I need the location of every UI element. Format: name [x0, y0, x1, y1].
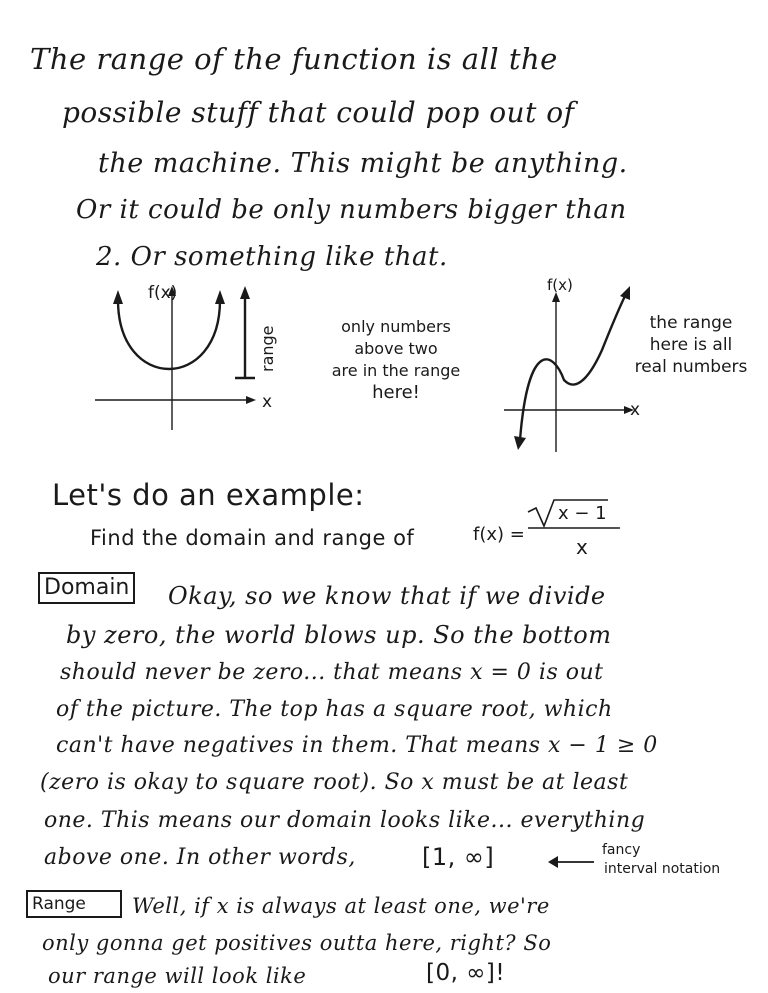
range-line-3: our range will look like: [48, 964, 307, 988]
domain-line-1: Okay, so we know that if we divide: [168, 582, 606, 610]
domain-line-8: above one. In other words,: [44, 845, 356, 870]
formula-numerator: x − 1: [558, 503, 607, 524]
parabola-right-arrow: [215, 290, 225, 304]
note-left-line-4: here!: [372, 382, 420, 403]
range-section-label: Range: [26, 890, 122, 918]
example-prompt: Find the domain and range of: [90, 526, 415, 550]
parabola-x-axis-arrow: [246, 396, 256, 404]
intro-line-4: Or it could be only numbers bigger than: [76, 195, 627, 225]
note-right-line-1: the range: [649, 313, 733, 333]
note-left-line-1: only numbers: [341, 317, 451, 336]
note-right-line-2: here is all: [649, 335, 733, 355]
pointer-arrow-head: [548, 856, 558, 868]
formula-lhs: f(x) =: [473, 524, 525, 545]
domain-label: Domain: [38, 572, 135, 604]
range-label: range: [258, 325, 277, 372]
note-right-line-3: real numbers: [634, 357, 748, 377]
domain-interval: [1, ∞]: [422, 843, 495, 871]
formula-denominator: x: [576, 535, 588, 559]
note-left: [306, 316, 486, 404]
interval-note-notation: interval notation: [604, 861, 721, 877]
note-left-line-3: are in the range: [331, 361, 461, 380]
cubic-y-label: f(x): [547, 276, 573, 294]
note-right: [616, 312, 766, 378]
domain-line-4: of the picture. The top has a square root, which: [56, 697, 613, 722]
interval-note-fancy: fancy: [602, 842, 641, 858]
intro-line-5: 2. Or something like that.: [96, 242, 448, 272]
intro-line-1: The range of the function is all the: [30, 42, 558, 76]
range-line-2: only gonna get positives outta here, right? So: [42, 931, 552, 955]
parabola-x-label: x: [262, 392, 273, 412]
note-left-line-2: above two: [354, 339, 438, 358]
range-arrow-head: [240, 286, 250, 299]
parabola-left-arrow: [113, 290, 123, 304]
domain-line-2: by zero, the world blows up. So the bottom: [66, 621, 612, 649]
cubic-top-arrow: [620, 286, 630, 300]
domain-line-6: (zero is okay to square root). So x must be at least: [40, 770, 629, 795]
range-line-1: Well, if x is always at least one, we're: [132, 894, 550, 918]
domain-pointer-arrow: [548, 852, 598, 872]
intro-line-2: possible stuff that could pop out of: [62, 96, 575, 129]
example-heading: Let's do an example:: [52, 478, 365, 512]
domain-line-7: one. This means our domain looks like... everything: [44, 808, 646, 833]
domain-line-5: can't have negatives in them. That means x − 1 ≥ 0: [56, 733, 658, 758]
parabola-curve: [118, 300, 220, 369]
domain-line-3: should never be zero... that means x = 0 is out: [60, 660, 604, 685]
parabola-y-label: f(x): [148, 283, 178, 303]
cubic-x-label: x: [630, 400, 641, 420]
range-interval: [0, ∞]!: [426, 960, 506, 986]
intro-line-3: the machine. This might be anything.: [98, 148, 628, 179]
cubic-curve: [520, 294, 626, 440]
cubic-bottom-arrow: [514, 436, 526, 450]
